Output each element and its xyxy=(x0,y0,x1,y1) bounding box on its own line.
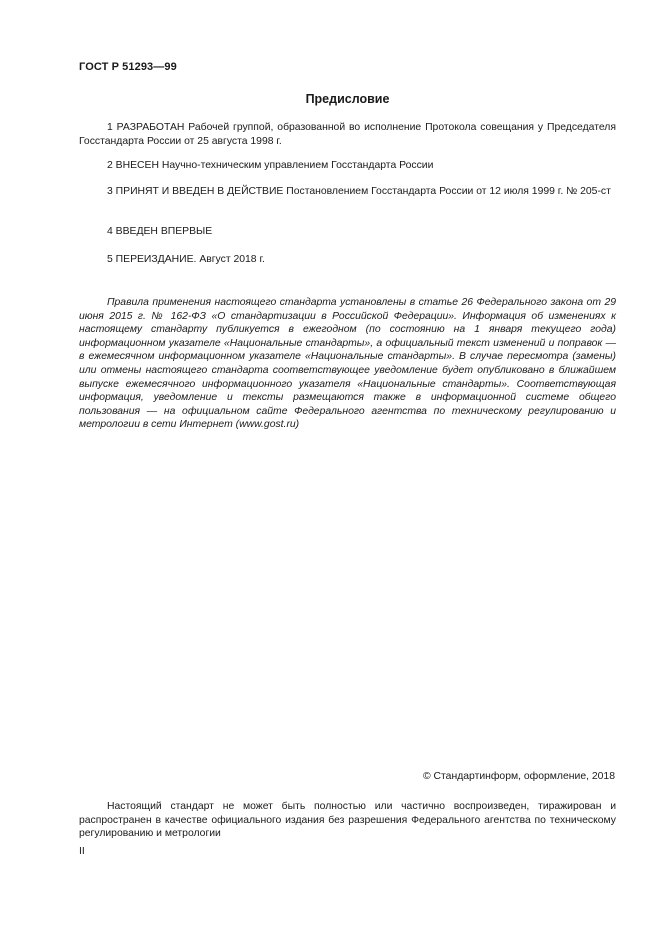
foreword-item-2: 2 ВНЕСЕН Научно-техническим управлением Госстандарта России xyxy=(107,160,434,171)
reproduction-notice: Настоящий стандарт не может быть полностью или частично воспроизведен, тиражирован и распространен в качестве официального издания без разрешения Федерального агентства по техническому регулированию и метрологии xyxy=(79,801,616,840)
standard-id: ГОСТ Р 51293—99 xyxy=(79,61,177,73)
rules-notice: Правила применения настоящего стандарта установлены в статье 26 Федерального закона от 29 июня 2015 г. № 162-ФЗ «О стандартизации в Российской Федерации». Информация об изменениях к настоящему стандарту публикуется в ежегодном (по состоянию на 1 января текущего года) информационном указателе «Национальные стандарты», а официальный текст изменений и поправок — в ежемесячном информационном указателе «Национальные стандарты». В случае пересмотра (замены) или отмены настоящего стандарта соответствующее уведомление будет опубликовано в ближайшем выпуске ежемесячного информационного указателя «Национальные стандарты». Соответствующая информация, уведомление и тексты размещаются также в информационной системе общего пользования — на официальном сайте Федерального агентства по техническому регулированию и метрологии в сети Интернет (www.gost.ru) xyxy=(79,297,616,431)
foreword-title: Предисловие xyxy=(305,92,390,106)
copyright-line: © Стандартинформ, оформление, 2018 xyxy=(422,771,615,782)
page-number: II xyxy=(79,846,85,857)
foreword-item-3: 3 ПРИНЯТ И ВВЕДЕН В ДЕЙСТВИЕ Постановлением Госстандарта России от 12 июля 1999 г. № 205-ст xyxy=(107,186,611,197)
foreword-item-5: 5 ПЕРЕИЗДАНИЕ. Август 2018 г. xyxy=(107,254,265,265)
foreword-item-1: 1 РАЗРАБОТАН Рабочей группой, образованной во исполнение Протокола совещания у Председателя Госстандарта России от 25 августа 1998 г. xyxy=(79,122,616,147)
foreword-item-4: 4 ВВЕДЕН ВПЕРВЫЕ xyxy=(107,226,213,237)
